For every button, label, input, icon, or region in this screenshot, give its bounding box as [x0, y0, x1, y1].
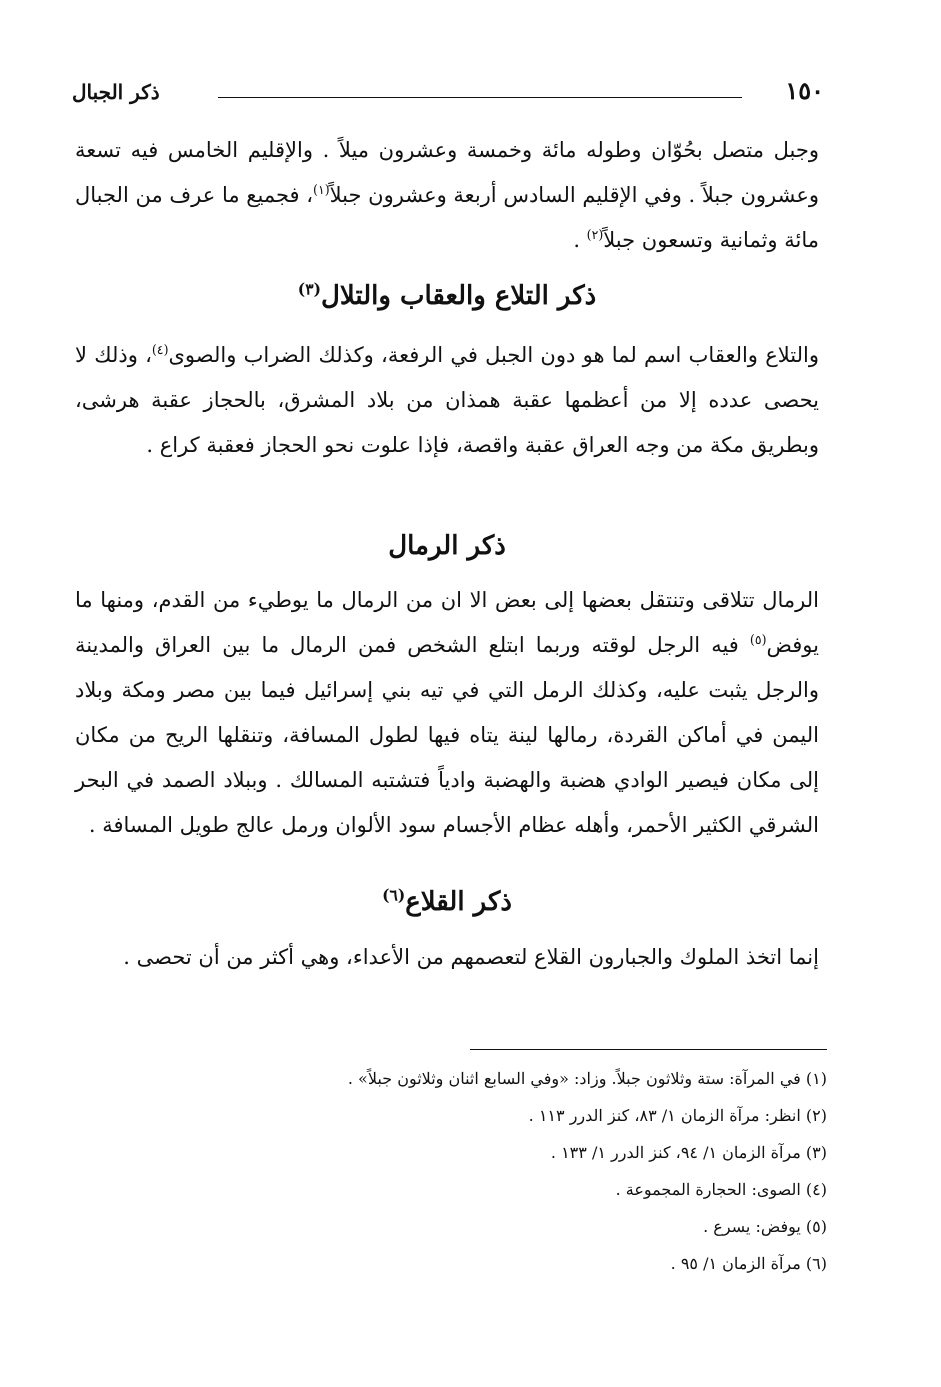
- paragraph-text: وجبل متصل بحُوّان وطوله مائة وخمسة وعشرون ميلاً . والإقليم الخامس فيه تسعة وعشرون جبلاً . وفي الإقليم السادس أربعة وعشرون جبلاً: [75, 138, 820, 207]
- footnote-ref: (١): [313, 182, 330, 197]
- footnote: (٥) يوفض: يسرع .: [703, 1217, 827, 1236]
- paragraph-sands: [75, 578, 819, 848]
- page-number: ١٥٠: [785, 76, 824, 105]
- paragraph-tilaa: [75, 333, 819, 468]
- footnote-ref: (٤): [151, 342, 169, 357]
- section-heading: [75, 276, 819, 316]
- paragraph-text: والتلاع والعقاب اسم لما هو دون الجبل في الرفعة، وكذلك الضراب والصوى: [168, 343, 819, 367]
- paragraph-text: .: [573, 228, 587, 252]
- header-rule: [218, 97, 742, 98]
- section-heading: ذكر الرمال: [388, 531, 506, 561]
- footnote-separator: [470, 1049, 827, 1050]
- footnote: (١) في المرآة: ستة وثلاثون جبلاً. وزاد: «وفي السابع اثنان وثلاثون جبلاً» .: [347, 1069, 827, 1088]
- footnotes-list: [180, 1060, 827, 1282]
- running-header: [72, 72, 824, 112]
- running-title: ذكر الجبال: [72, 80, 160, 104]
- footnote-ref: (٥): [749, 632, 767, 647]
- footnote: (٤) الصوى: الحجارة المجموعة .: [615, 1180, 827, 1199]
- paragraph-text: ، فجميع ما عرف من الجبال مائة وثمانية وتسعون جبلاً: [75, 183, 819, 252]
- footnote: (٦) مرآة الزمان ١/ ٩٥ .: [670, 1254, 827, 1273]
- paragraph-text: إنما اتخذ الملوك والجبارون القلاع لتعصمهم من الأعداء، وهي أكثر من أن تحصى .: [123, 945, 819, 969]
- footnote: (٢) انظر: مرآة الزمان ١/ ٨٣، كنز الدرر ١١٣ .: [528, 1106, 827, 1125]
- footnote: (٣) مرآة الزمان ١/ ٩٤، كنز الدرر ١/ ١٣٣ .: [550, 1143, 827, 1162]
- paragraph-text: فيه الرجل لوقته وربما ابتلع الشخص فمن الرمال ما بين العراق والمدينة والرجل يثبت عليه، وكذلك الرمل التي في تيه بني إسرائيل فيما بين مصر ومكة وبلاد اليمن في أماكن القردة، رمالها لينة يتاه فيها لطول المسافة، وتنقلها الريح من مكان إلى مكان فيصير الوادي هضبة والهضبة وادياً فتشتبه المسالك . وببلاد الصمد في البحر الشرقي الكثير الأحمر، وأهله عظام الأجسام سود الألوان ورمل عالج طويل المسافة .: [75, 633, 819, 837]
- heading-text: ذكر القلاع: [405, 887, 512, 917]
- footnote-ref: (٢): [586, 227, 604, 242]
- paragraph-mountains: [75, 128, 819, 263]
- paragraph-text: الرمال تتلاقى وتنتقل بعضها إلى بعض الا ان من الرمال ما يوطيء من القدم، ومنها ما يوفض: [75, 588, 819, 657]
- heading-text: ذكر التلاع والعقاب والتلال: [320, 281, 597, 311]
- section-heading: [75, 882, 819, 922]
- footnote-ref: (٣): [297, 279, 321, 299]
- footnote-ref: (٦): [382, 885, 406, 905]
- paragraph-castles: [75, 935, 819, 980]
- paragraph-text: ، وذلك لا يحصى عدده إلا من أعظمها عقبة همذان من بلاد المشرق، بالحجاز عقبة هرشى، وبطريق مكة من وجه العراق عقبة واقصة، فإذا علوت نحو الحجاز فعقبة كراع .: [75, 343, 819, 457]
